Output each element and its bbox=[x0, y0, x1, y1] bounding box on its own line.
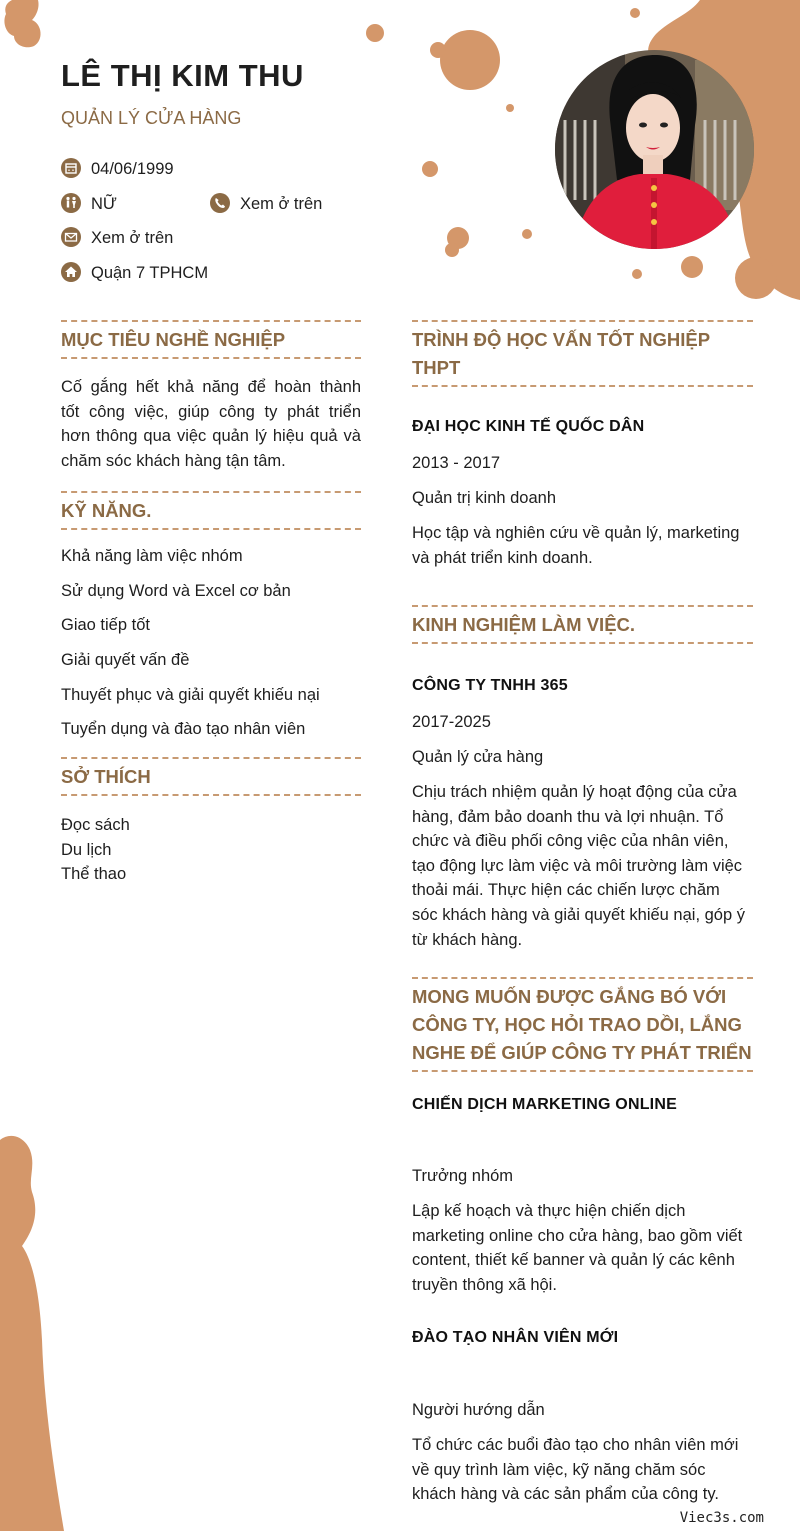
project-desc-line: marketing online cho cửa hàng, bao gồm viết bbox=[412, 1226, 743, 1245]
project-desc-line: Tổ chức các buổi đào tạo cho nhân viên mới bbox=[412, 1436, 739, 1454]
project-role: Trưởng nhóm bbox=[412, 1167, 514, 1185]
skill-item: Tuyển dụng và đào tạo nhân viên bbox=[61, 720, 306, 738]
education-desc-line: Học tập và nghiên cứu về quản lý, marketing bbox=[412, 524, 740, 542]
project-desc-line: truyền thông xã hội. bbox=[412, 1275, 557, 1294]
projects-heading-line: CÔNG TY, HỌC HỎI TRAO DỒI, LẮNG bbox=[412, 1014, 742, 1035]
email-value: Xem ở trên bbox=[91, 229, 174, 247]
experience-position: Quản lý cửa hàng bbox=[412, 748, 544, 766]
experience-description bbox=[412, 780, 757, 952]
address-value: Quận 7 TPHCM bbox=[91, 264, 209, 282]
objective-line: chăm sóc khách hàng tận tâm. bbox=[61, 451, 286, 470]
project-title: ĐÀO TẠO NHÂN VIÊN MỚI bbox=[412, 1329, 619, 1346]
project-desc-line: khách hàng và các sản phẩm của công ty. bbox=[412, 1485, 719, 1504]
experience-desc-line: thoải mái. Thực hiện các chiến lược chăm bbox=[412, 881, 720, 900]
projects-section bbox=[412, 977, 753, 1504]
avatar bbox=[555, 50, 754, 249]
experience-desc-line: Chịu trách nhiệm quản lý hoạt động của cửa bbox=[412, 783, 737, 801]
project-description bbox=[412, 1433, 757, 1507]
hobbies-section bbox=[61, 757, 361, 887]
school-name: ĐẠI HỌC KINH TẾ QUỐC DÂN bbox=[412, 418, 645, 435]
hobby-list bbox=[61, 813, 361, 887]
gender-value: NỮ bbox=[91, 195, 118, 213]
phone-icon bbox=[210, 193, 230, 213]
objective-line: hơn thông qua việc quản lý hiệu quả và bbox=[61, 427, 361, 446]
experience-desc-line: chức và điều phối công việc của nhân viên, bbox=[412, 832, 729, 851]
project-desc-line: Lập kế hoạch và thực hiện chiến dịch bbox=[412, 1202, 686, 1220]
project-description bbox=[412, 1199, 757, 1297]
experience-desc-line: tạo động lực làm việc và môi trường làm việc bbox=[412, 856, 743, 875]
objective-line: Cố gắng hết khả năng để hoàn thành bbox=[61, 378, 361, 396]
experience-desc-line: sóc khách hàng và giải quyết khiếu nại, góp ý bbox=[412, 905, 745, 924]
skill-item: Khả năng làm việc nhóm bbox=[61, 547, 243, 565]
projects-heading-line: MONG MUỐN ĐƯỢC GẮNG BÓ VỚI bbox=[412, 986, 727, 1007]
education-desc-line: và phát triển kinh doanh. bbox=[412, 548, 593, 567]
skills-heading: KỸ NĂNG. bbox=[61, 491, 361, 530]
company-name: CÔNG TY TNHH 365 bbox=[412, 677, 568, 694]
experience-period: 2017-2025 bbox=[412, 713, 491, 731]
skill-item: Sử dụng Word và Excel cơ bản bbox=[61, 582, 291, 600]
experience-section bbox=[412, 605, 753, 949]
project-desc-line: về quy trình làm việc, kỹ năng chăm sóc bbox=[412, 1460, 706, 1479]
projects-heading bbox=[412, 977, 753, 1072]
education-heading-line: THPT bbox=[412, 357, 461, 378]
candidate-name: LÊ THỊ KIM THU bbox=[61, 58, 304, 93]
hobby-item: Đọc sách bbox=[61, 816, 130, 834]
skills-section bbox=[61, 491, 361, 738]
birthday-value: 04/06/1999 bbox=[91, 160, 174, 178]
gender-icon bbox=[61, 193, 81, 213]
objective-heading: MỤC TIÊU NGHỀ NGHIỆP bbox=[61, 320, 361, 359]
hobby-item: Du lịch bbox=[61, 840, 112, 859]
objective-text bbox=[61, 375, 361, 473]
home-icon bbox=[61, 262, 81, 282]
job-title: QUẢN LÝ CỬA HÀNG bbox=[61, 108, 242, 128]
skill-item: Thuyết phục và giải quyết khiếu nại bbox=[61, 686, 320, 704]
project-role: Người hướng dẫn bbox=[412, 1401, 545, 1419]
project-desc-line: content, thiết kế banner và quản lý các kênh bbox=[412, 1251, 735, 1270]
watermark: Viec3s.com bbox=[679, 1510, 764, 1526]
hobby-item: Thể thao bbox=[61, 865, 127, 884]
calendar-icon bbox=[61, 158, 81, 178]
skill-item: Giải quyết vấn đề bbox=[61, 651, 190, 669]
project-title: CHIẾN DỊCH MARKETING ONLINE bbox=[412, 1096, 677, 1113]
education-period: 2013 - 2017 bbox=[412, 454, 501, 472]
skill-item: Giao tiếp tốt bbox=[61, 616, 150, 634]
hobbies-heading: SỞ THÍCH bbox=[61, 757, 361, 796]
education-section bbox=[412, 320, 753, 567]
experience-heading: KINH NGHIỆM LÀM VIỆC. bbox=[412, 605, 753, 644]
email-icon bbox=[61, 227, 81, 247]
objective-section bbox=[61, 320, 361, 473]
education-major: Quản trị kinh doanh bbox=[412, 489, 557, 507]
objective-line: tốt công việc, giúp công ty phát triển bbox=[61, 402, 361, 421]
experience-desc-line: từ khách hàng. bbox=[412, 930, 523, 949]
experience-desc-line: hàng, đảm bảo doanh thu và lợi nhuận. Tổ bbox=[412, 807, 724, 826]
education-heading-line: TRÌNH ĐỘ HỌC VẤN TỐT NGHIỆP bbox=[412, 329, 711, 350]
education-heading bbox=[412, 320, 753, 387]
education-description bbox=[412, 521, 753, 570]
projects-heading-line: NGHE ĐỂ GIÚP CÔNG TY PHÁT TRIỂN bbox=[412, 1042, 752, 1063]
phone-value: Xem ở trên bbox=[240, 195, 323, 213]
